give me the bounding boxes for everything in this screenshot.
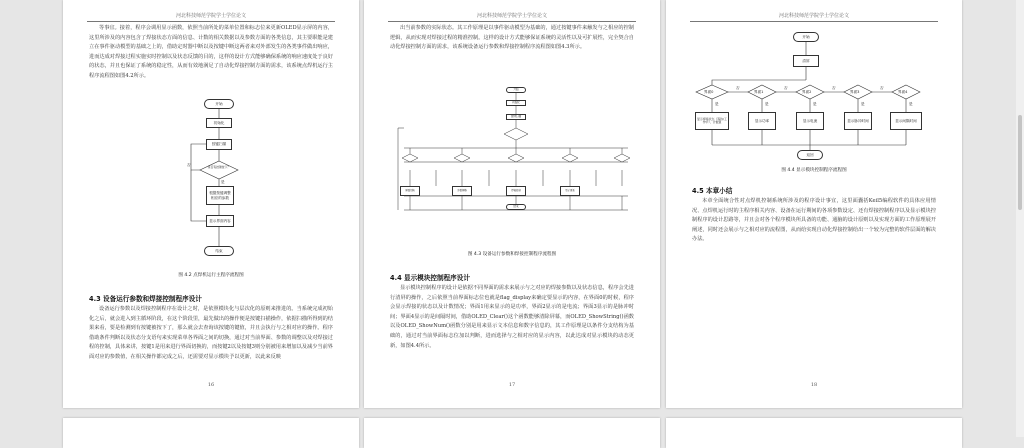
document-page-17 [364, 0, 660, 408]
next-page-preview [63, 418, 359, 448]
flow-show-status: 显示焊接状态（等待/工作中）、计数值 [695, 112, 729, 130]
flow-switch: 界面切换 [400, 186, 420, 196]
flow-end: 结束 [506, 204, 526, 210]
flow-decision-2: 界面2 [802, 90, 812, 94]
document-page-16 [63, 0, 359, 408]
flow-show-interval: 显示间隔时间 [890, 112, 922, 130]
flow-yes-label: 是 [765, 102, 769, 106]
page-header: 河北科技师范学院学士学位论文 [690, 12, 938, 22]
flow-return: 返回 [797, 150, 823, 160]
figure-caption: 图 4.3 设备运行参数和焊接控制程序流程图 [467, 252, 557, 257]
flow-no-label: 否 [784, 86, 788, 90]
flow-scan-keys: 按键扫描 [206, 139, 232, 150]
flow-show-pulse: 显示脉冲时间 [844, 112, 872, 130]
page-header: 河北科技师范学院学士学位论文 [388, 12, 636, 22]
page-number: 17 [508, 382, 516, 388]
figure-caption: 图 4.4 显示模块控制程序流程图 [781, 168, 847, 173]
next-page-preview [364, 418, 660, 448]
paragraph: 出当前参数的实际状态。其工作原理是以事件驱动模型为基础的，通过按键事件来触发与之相应的控制逻辑，从而实现对焊接过程的精准控制。这样的设计方式能够保证系统的灵活性以及可扩展性，完全契合自动化焊接控制方面的需求，该系统设备运行参数和焊接控制程序流程图如图4.3所示。 [390, 25, 634, 51]
flow-yes-label: 是 [715, 102, 719, 106]
flow-clear-screen: 清屏 [793, 55, 819, 67]
paragraph: 设备运行参数以及焊接控制程序在设计之时，是依照模块化与层次化的原则来推进的。当系统完成初始化之后，就会进入到主循环阶段，在这个阶段里，最先做出的操作便是按键扫描操作，依据扫描所得到的结果来看，要是检测到有按键被按下了，那么就会去查询该按键的键值，并且会执行与之相对应的操作。程序借助条件判断以及状态分支语句来实现菜单各界面之间的切换，通过对当前界面、参数的调整以及对焊接过程的控制，具体来讲，按键1是用来进行界面切换的，而按键2以及按键3则分别被用来增加以及减少当前界面对应的参数值，在相关操作都完成之后，还需要对显示模块予以更新，以此来反映 [89, 306, 333, 360]
flow-start: 开始 [506, 87, 526, 93]
flow-yes-label: 是 [909, 102, 913, 106]
vertical-scrollbar[interactable] [1016, 0, 1024, 437]
flow-show-current: 显示电流 [796, 112, 824, 130]
flow-no-label: 否 [832, 86, 836, 90]
document-page-18 [666, 0, 962, 408]
section-heading: 4.5 本章小结 [692, 187, 733, 195]
flow-no-label: 否 [736, 86, 740, 90]
flow-no-label: 否 [880, 86, 884, 90]
flow-start: 开始 [793, 32, 819, 42]
flow-weld-control: 焊接控制 [506, 186, 526, 196]
flow-adjust-params: 根据按键调整相应的参数 [206, 186, 234, 205]
flow-display-content: 显示界面内容 [206, 215, 234, 227]
paragraph: 显示模块控制程序的设计是依据不同界面的需求来展示与之对应的焊接参数以及状态信息，程序会先进行清屏的操作，之后依照当前界面标志位也就是flag_display来确定要显示的内容，在界面0的时候，程序会显示焊接的状态以及计数情况；界面1用来显示的是功率，界面2显示的是电流；界面3显示的是脉冲时间；界面4显示的是间隔时间，借助OLED_Clear()这个函数能够清除屏幕，而OLED_ShowString()函数以及OLED_ShowNum()函数分别是用来显示文本信息和数字信息的，其工作原理是以条件分支结构为基础的，通过对当前界面标志位加以判断，进而选择与之相对应的显示内容，以此达成对显示模块的动态更新，如图4.4所示。 [390, 285, 634, 349]
scrollbar-thumb[interactable] [1018, 115, 1022, 210]
flow-decision-0: 界面0 [704, 90, 714, 94]
flow-display-update: 显示更新 [560, 186, 580, 196]
flow-adjust: 参数调整 [452, 186, 472, 196]
flow-init: 初始化 [206, 118, 232, 128]
section-heading: 4.4 显示模块控制程序设计 [390, 274, 470, 282]
flow-start: 开始 [204, 99, 234, 109]
flow-no-label: 否 [187, 163, 191, 167]
flow-yes-label: 是 [221, 180, 225, 184]
page-number: 16 [207, 382, 215, 388]
flow-decision-label: 是否有按键按下？ [207, 165, 231, 169]
next-page-preview [666, 418, 962, 448]
flow-yes-label: 是 [861, 102, 865, 106]
figure-caption: 图 4.2 点焊机运行主程序流程图 [178, 273, 244, 278]
flow-scan-keys: 按键扫描 [506, 114, 526, 120]
paragraph: 等事宜。接着，程序会调用显示函数，依照当前所处的菜单位置和标志位来更新OLED显示屏的内容，这里所涉及的内容包含了焊接状态方面的信息、计数的相关数据以及参数方面的各类信息，其主要职能是建立在事件驱动模型的基础之上的，借助定时器中断以及按键中断这两者来对外部发生的各类事件做出响应，进而达成对焊接过程实施实时控制以及状态反馈的目的，这样的设计方式能够确保系统的响应速度处于良好的状态，并且也保证了系统的稳定性，从而有效地满足了自动化焊接控制方面的需求，该系统点焊机运行主程序流程图如图4.2所示。 [89, 25, 333, 79]
page-header: 河北科技师范学院学士学位论文 [87, 12, 335, 22]
page-number: 18 [810, 382, 818, 388]
flow-end: 结束 [204, 246, 234, 256]
flow-show-power: 显示功率 [748, 112, 776, 130]
flow-decision-3: 界面3 [850, 90, 860, 94]
flow-decision-1: 界面1 [754, 90, 764, 94]
section-heading: 4.3 设备运行参数和焊接控制程序设计 [89, 295, 202, 303]
flow-decision-4: 界面4 [898, 90, 908, 94]
flow-yes-label: 是 [813, 102, 817, 106]
paragraph: 本章全面统合性对点焊机控制系统所涉及的程序设计事宜，这里面囊括Keil5编程软件的具体应用情况、点焊机运行时的主程序相关内容、设备在运行期间的各项参数设定、还有焊接控制程序以及显示模块控制程序的设计思路等，并且会对各个程序模块所具备的功能、通脑的设计原则以及实现方面的工作原理展开阐述，同时还会展示与之相对应的流程图，从而给实现自动化焊接控制给出一个较为完整的软件层面的解决办法。 [692, 198, 936, 243]
flow-init: 初始化 [506, 100, 526, 106]
